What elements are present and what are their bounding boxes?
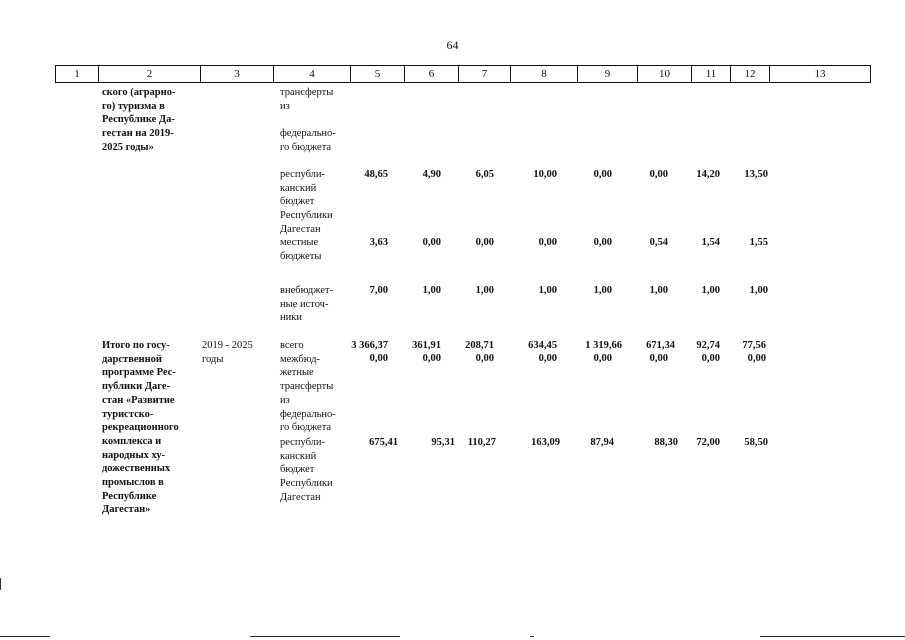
total-rb-col5: 675,41: [369, 437, 398, 448]
header-col-3: 3: [201, 66, 274, 83]
cont-mb-col10: 0,54: [649, 237, 668, 248]
cont-mb-col11: 1,54: [701, 237, 720, 248]
total-all-col9: 1 319,66: [585, 340, 622, 351]
cont-rb-col12: 13,50: [744, 169, 768, 180]
header-col-2: 2: [99, 66, 201, 83]
total-mbt-col10: 0,00: [649, 353, 668, 364]
total-mbt-col9: 0,00: [593, 353, 612, 364]
column-number-header: [55, 65, 871, 83]
total-mbt-col12: 0,00: [747, 353, 766, 364]
total-rb-col9: 87,94: [590, 437, 614, 448]
cont-vb-col11: 1,00: [701, 285, 720, 296]
total-source-rb: республи- канский бюджет Республики Дагестан: [280, 437, 333, 503]
total-rb-col12: 58,50: [744, 437, 768, 448]
header-col-4: 4: [274, 66, 351, 83]
scan-edge-line: [530, 636, 534, 637]
cont-mb-col8: 0,00: [538, 237, 557, 248]
cont-rb-col10: 0,00: [649, 169, 668, 180]
cont-vb-col9: 1,00: [593, 285, 612, 296]
total-source-all: всего межбюд- жетные трансферты из федерально- го бюджета: [280, 340, 336, 434]
cont-vb-col12: 1,00: [749, 285, 768, 296]
cont-rb-col8: 10,00: [533, 169, 557, 180]
cont-vb-col5: 7,00: [369, 285, 388, 296]
cont-rb-col6: 4,90: [422, 169, 441, 180]
cont-mb-col5: 3,63: [369, 237, 388, 248]
cont-source-rb: республи- канский бюджет Республики Дагестан: [280, 169, 333, 235]
cont-rb-col7: 6,05: [475, 169, 494, 180]
header-col-12: 12: [731, 66, 770, 83]
scan-edge-line: [250, 636, 400, 637]
total-rb-col7: 110,27: [467, 437, 496, 448]
header-col-11: 11: [692, 66, 731, 83]
cont-vb-col6: 1,00: [422, 285, 441, 296]
cont-mb-col12: 1,55: [749, 237, 768, 248]
cont-program-name: ского (аграрно- го) туризма в Республике Да- гестан на 2019- 2025 годы»: [102, 87, 176, 153]
page-number: 64: [446, 38, 459, 52]
header-col-13: 13: [770, 66, 871, 83]
header-col-10: 10: [638, 66, 692, 83]
total-all-col12: 77,56: [742, 340, 766, 351]
total-mbt-col6: 0,00: [422, 353, 441, 364]
total-rb-col8: 163,09: [531, 437, 560, 448]
total-all-col10: 671,34: [646, 340, 675, 351]
cont-mb-col7: 0,00: [475, 237, 494, 248]
total-all-col6: 361,91: [412, 340, 441, 351]
total-mbt-col7: 0,00: [475, 353, 494, 364]
scan-edge-line: [0, 636, 50, 637]
cont-rb-col11: 14,20: [696, 169, 720, 180]
cont-mb-col6: 0,00: [422, 237, 441, 248]
total-all-col11: 92,74: [696, 340, 720, 351]
cont-source-vb: внебюджет- ные источ- ники: [280, 285, 334, 324]
total-rb-col6: 95,31: [431, 437, 455, 448]
cont-rb-col5: 48,65: [364, 169, 388, 180]
total-mbt-col5: 0,00: [369, 353, 388, 364]
total-rb-col10: 88,30: [654, 437, 678, 448]
header-col-1: 1: [56, 66, 99, 83]
total-all-col5: 3 366,37: [351, 340, 388, 351]
total-all-col7: 208,71: [465, 340, 494, 351]
total-period: 2019 - 2025 годы: [202, 340, 253, 365]
header-col-7: 7: [459, 66, 511, 83]
header-col-8: 8: [511, 66, 578, 83]
total-mbt-col8: 0,00: [538, 353, 557, 364]
cont-vb-col7: 1,00: [475, 285, 494, 296]
cont-source-mb: местные бюджеты: [280, 237, 322, 262]
total-program-name: Итого по госу- дарственной программе Рес- публики Даге- стан «Развитие туристско- рекреационного комплекса и народных ху- дожественных промыслов в Республике Дагестан»: [102, 340, 179, 516]
total-mbt-col11: 0,00: [701, 353, 720, 364]
total-rb-col11: 72,00: [696, 437, 720, 448]
cont-vb-col8: 1,00: [538, 285, 557, 296]
cont-rb-col9: 0,00: [593, 169, 612, 180]
header-col-5: 5: [351, 66, 405, 83]
cont-vb-col10: 1,00: [649, 285, 668, 296]
scan-edge-mark: [0, 578, 1, 590]
total-all-col8: 634,45: [528, 340, 557, 351]
scan-edge-line: [760, 636, 905, 637]
header-col-9: 9: [578, 66, 638, 83]
cont-source-mbt: трансферты из федерально- го бюджета: [280, 87, 336, 153]
cont-mb-col9: 0,00: [593, 237, 612, 248]
header-col-6: 6: [405, 66, 459, 83]
